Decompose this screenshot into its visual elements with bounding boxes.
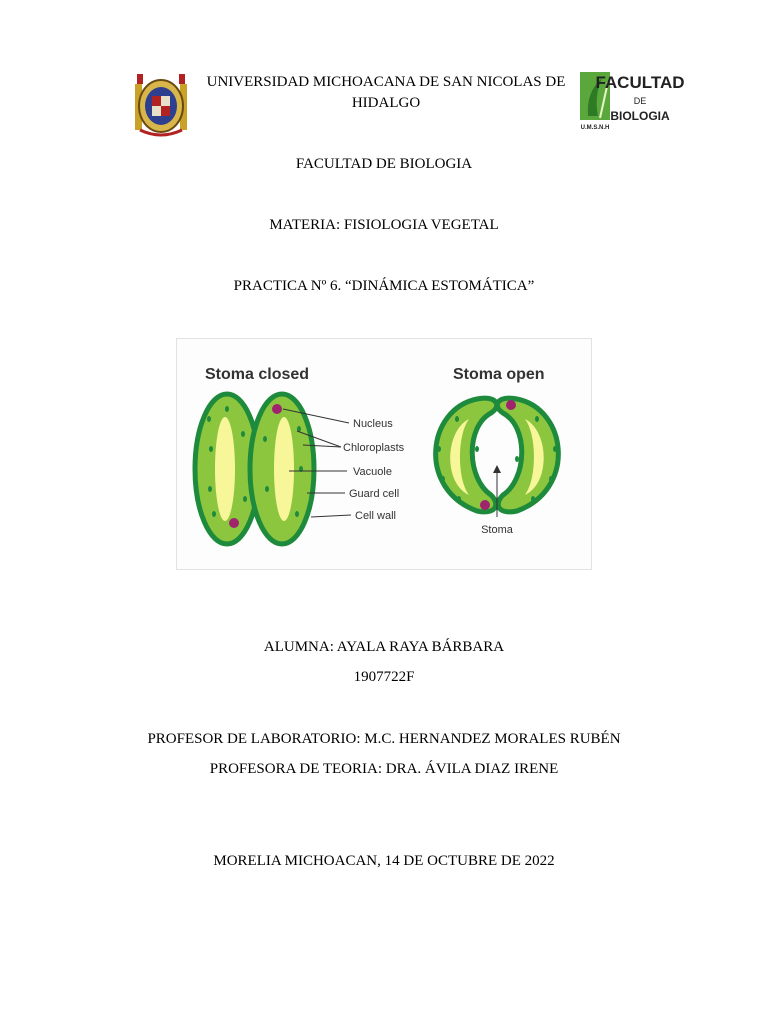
- stoma-open-title: Stoma open: [453, 366, 545, 383]
- university-seal-logo: [130, 70, 192, 140]
- place-date: MORELIA MICHOACAN, 14 DE OCTUBRE DE 2022: [213, 853, 555, 869]
- closed-stoma: [195, 394, 314, 544]
- logo-line-2: DE: [633, 96, 647, 106]
- student-name: ALUMNA: AYALA RAYA BÁRBARA: [263, 639, 505, 655]
- logo-line-1: FACULTAD: [595, 73, 685, 92]
- student-id: 1907722F: [353, 669, 415, 685]
- label-cell-wall: Cell wall: [355, 510, 396, 522]
- label-stoma: Stoma: [481, 524, 513, 536]
- theory-professor: PROFESORA DE TEORIA: DRA. ÁVILA DIAZ IRENE: [209, 761, 559, 777]
- lab-professor: PROFESOR DE LABORATORIO: M.C. HERNANDEZ MORALES RUBÉN: [147, 731, 621, 747]
- faculty-biology-logo: [580, 72, 685, 132]
- subject-line: MATERIA: FISIOLOGIA VEGETAL: [269, 217, 499, 233]
- university-line-2: HIDALGO: [351, 95, 421, 111]
- university-line-1: UNIVERSIDAD MICHOACANA DE SAN NICOLAS DE: [206, 74, 566, 90]
- stoma-diagram: [176, 338, 592, 570]
- label-chloroplasts: Chloroplasts: [343, 442, 405, 454]
- stoma-closed-title: Stoma closed: [205, 366, 310, 383]
- logo-line-3: BIOLOGIA: [610, 109, 670, 123]
- logo-line-4: U.M.S.N.H: [580, 125, 610, 131]
- practice-title: PRACTICA Nº 6. “DINÁMICA ESTOMÁTICA”: [233, 278, 535, 294]
- university-title: [200, 72, 572, 114]
- open-stoma: [436, 398, 559, 536]
- label-vacuole: Vacuole: [353, 466, 392, 478]
- label-guard-cell: Guard cell: [349, 488, 400, 500]
- label-nucleus: Nucleus: [353, 418, 393, 430]
- faculty-line: FACULTAD DE BIOLOGIA: [295, 156, 473, 172]
